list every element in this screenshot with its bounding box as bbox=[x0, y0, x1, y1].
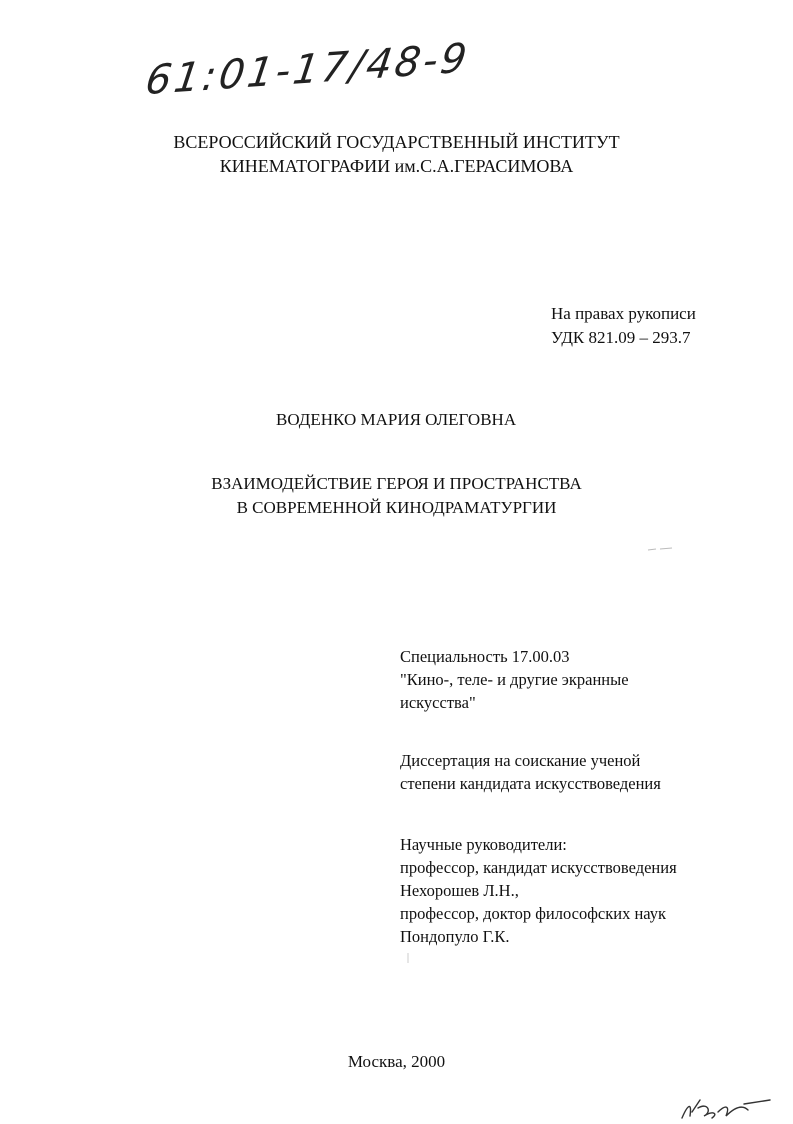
supervisors-heading: Научные руководители: bbox=[400, 835, 567, 854]
supervisor-1-title: профессор, кандидат искусствоведения bbox=[400, 858, 677, 877]
handwritten-archive-number: 61:01-17/48-9 bbox=[142, 35, 473, 105]
degree-line-2: степени кандидата искусствоведения bbox=[400, 774, 661, 793]
scan-speck bbox=[646, 546, 676, 552]
specialty-code: Специальность 17.00.03 bbox=[400, 647, 570, 666]
degree-line-1: Диссертация на соискание ученой bbox=[400, 751, 641, 770]
specialty-name-2: искусства" bbox=[400, 693, 476, 712]
degree-block bbox=[400, 749, 661, 795]
rights-block bbox=[551, 302, 696, 350]
scan-speck bbox=[406, 952, 410, 964]
supervisor-2-name: Пондопуло Г.К. bbox=[400, 927, 510, 946]
author-name: ВОДЕНКО МАРИЯ ОЛЕГОВНА bbox=[276, 410, 517, 429]
manuscript-rights: На правах рукописи bbox=[551, 304, 696, 323]
place-year: Москва, 2000 bbox=[347, 1052, 446, 1071]
institution-line-1: ВСЕРОССИЙСКИЙ ГОСУДАРСТВЕННЫЙ ИНСТИТУТ bbox=[173, 132, 620, 152]
supervisors-block bbox=[400, 833, 677, 948]
dissertation-title bbox=[0, 472, 793, 520]
title-line-2: В СОВРЕМЕННОЙ КИНОДРАМАТУРГИИ bbox=[236, 498, 557, 517]
supervisor-2-title: профессор, доктор философских наук bbox=[400, 904, 667, 923]
udc-code: УДК 821.09 – 293.7 bbox=[551, 328, 691, 347]
specialty-name-1: "Кино-, теле- и другие экранные bbox=[400, 670, 629, 689]
supervisor-1-name: Нехорошев Л.Н., bbox=[400, 881, 519, 900]
handwritten-signature-scribble bbox=[678, 1094, 778, 1124]
specialty-block bbox=[400, 645, 629, 714]
institution-line-2: КИНЕМАТОГРАФИИ им.С.А.ГЕРАСИМОВА bbox=[219, 156, 574, 176]
title-line-1: ВЗАИМОДЕЙСТВИЕ ГЕРОЯ И ПРОСТРАНСТВА bbox=[211, 474, 582, 493]
institution-header bbox=[0, 130, 793, 178]
